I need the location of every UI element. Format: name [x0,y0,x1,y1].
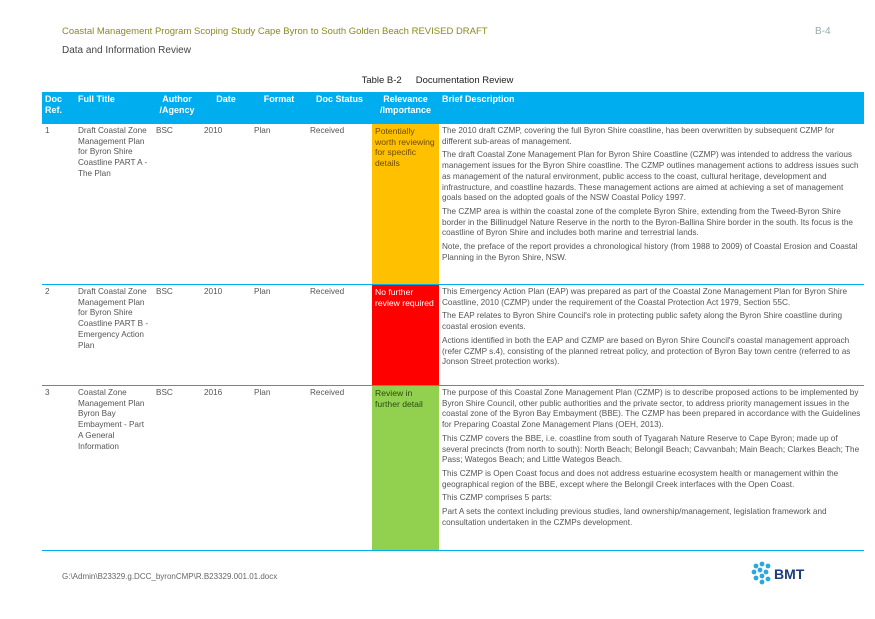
date-cell: 2016 [201,386,251,551]
doc-status-cell: Received [307,124,372,285]
brief-description-cell [439,285,864,386]
table-row [42,386,864,551]
doc-status-cell: Received [307,386,372,551]
description-paragraph: The EAP relates to Byron Shire Council's role in protecting public safety along the Byron Shire coastline during coastal erosion events. [442,311,843,332]
relevance-cell: Review in further detail [372,386,439,551]
full-title-cell: Coastal Zone Management Plan Byron Bay Embayment - Part A General Information [75,386,153,551]
full-title-cell: Draft Coastal Zone Management Plan for Byron Shire Coastline PART A - The Plan [75,124,153,285]
col-header-doc-ref: Doc Ref. [42,92,75,124]
col-header-author: Author /Agency [153,92,201,124]
bmt-logo-text: BMT [774,566,805,582]
table-row [42,285,864,386]
table-header-row [42,92,864,124]
description-paragraph: The CZMP area is within the coastal zone of the complete Byron Shire, extending from the Tweed-Byron Shire border in the Billinudgel Nature Reserve in the north to the Byron-Ballina Shire border in the south. Its focus is the coastline of Byron Shire and includes both marine and terrestrial lands. [442,206,853,238]
author-cell: BSC [153,386,201,551]
doc-ref-cell: 3 [42,386,75,551]
date-cell: 2010 [201,285,251,386]
col-header-full-title: Full Title [75,92,153,124]
section-title: Data and Information Review [62,45,191,56]
file-path-footer: G:\Admin\B23329.g.DCC_byronCMP\R.B23329.001.01.docx [62,572,278,581]
page-number: B-4 [815,26,831,37]
description-paragraph: This CZMP comprises 5 parts: [442,493,552,503]
table-caption-text: Documentation Review [415,75,514,86]
relevance-cell: Potentially worth reviewing for specific details [372,124,439,285]
description-paragraph: Actions identified in both the EAP and CZMP are based on Byron Shire Council's coastal management approach (refer CZMP s.4), consisting of the planned retreat policy, and protection of Byron Bay town centre (referred to as Jonson Street protection works). [442,335,851,367]
col-header-date: Date [201,92,251,124]
col-header-relevance: Relevance /Importance [372,92,439,124]
author-cell: BSC [153,124,201,285]
col-header-brief-description: Brief Description [439,92,864,124]
document-header-title: Coastal Management Program Scoping Study Cape Byron to South Golden Beach REVISED DRAFT [62,26,488,37]
col-header-doc-status: Doc Status [307,92,372,124]
full-title-cell: Draft Coastal Zone Management Plan for Byron Shire Coastline PART B - Emergency Action Plan [75,285,153,386]
format-cell: Plan [251,124,307,285]
relevance-cell: No further review required [372,285,439,386]
table-caption [0,75,875,86]
description-paragraph: The 2010 draft CZMP, covering the full Byron Shire coastline, has been overwritten by subsequent CZMP for different sub-areas of management. [442,126,835,146]
description-paragraph: The purpose of this Coastal Zone Management Plan (CZMP) is to describe proposed actions to be implemented by Byron Shire Council, other public authorities and the private sector, to address priority management issues in the coastal zone of the Byron Bay Embayment (BBE). The CZMP has been prepared in accordance with the Guidelines for Preparing Coastal Zone Management Plans (OEH, 2013). [442,388,861,430]
doc-status-cell: Received [307,285,372,386]
format-cell: Plan [251,285,307,386]
documentation-review-table [42,92,864,551]
brief-description-cell [439,124,864,285]
format-cell: Plan [251,386,307,551]
doc-ref-cell: 2 [42,285,75,386]
date-cell: 2010 [201,124,251,285]
author-cell: BSC [153,285,201,386]
description-paragraph: The draft Coastal Zone Management Plan for Byron Shire Coastline (CZMP) was intended to address the various management issues for the Byron Shire coastline. The CZMP outlines management actions to address issues such as management of the natural environment, public access to the coast, cultural heritage, development and infrastructure, and coastline hazards. These management actions are aimed at achieving a set of management goals based on the adopted goals of the NSW Coastal Policy 1997. [442,150,859,203]
brief-description-cell [439,386,864,551]
doc-ref-cell: 1 [42,124,75,285]
col-header-format: Format [251,92,307,124]
table-row [42,124,864,285]
description-paragraph: This Emergency Action Plan (EAP) was prepared as part of the Coastal Zone Management Plan for Byron Shire Coastline, 2010 (CZMP) under the requirement of the Coastal Protection Act 1979, Section 55C. [442,287,848,307]
description-paragraph: This CZMP is Open Coast focus and does not address estuarine ecosystem health or management within the geographical region of the BBE, except where the Belongil Creek interfaces with the Open Coast. [442,468,839,489]
table-caption-label: Table B-2 [361,75,402,86]
description-paragraph: Note, the preface of the report provides a chronological history (from 1988 to 2009) of Coastal Erosion and Coastal Planning in the Byron Shire, NSW. [442,242,858,262]
description-paragraph: Part A sets the context including previous studies, land ownership/management, legislation framework and consultation undertaken in the CZMPs development. [442,507,827,527]
description-paragraph: This CZMP covers the BBE, i.e. coastline from south of Tyagarah Nature Reserve to Cape Byron; made up of several precincts (from north to south): North Beach; Belongil Beach; Cavvanbah; Main Beach; Clarkes Beach; The Pass; Wategos Beach; and Little Wategos Beach. [442,433,860,465]
